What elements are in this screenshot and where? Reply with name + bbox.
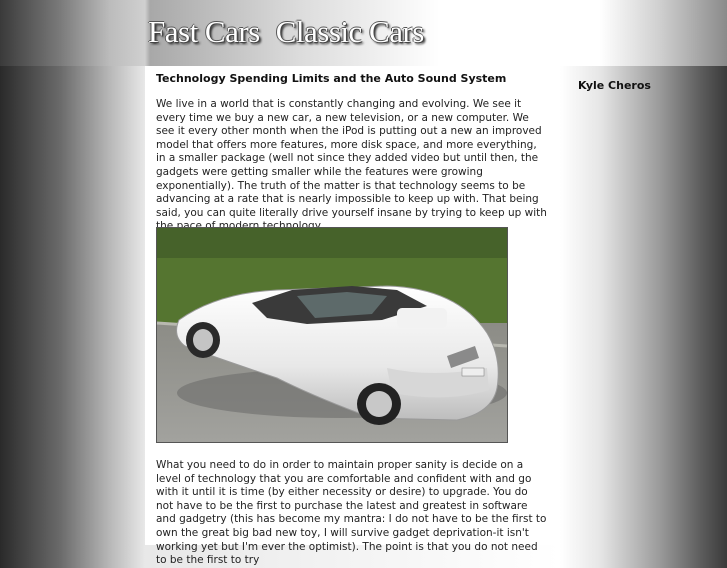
- post-title: Technology Spending Limits and the Auto Sound System: [156, 72, 507, 85]
- white-limousine-image: [157, 228, 507, 442]
- post-paragraph-1: We live in a world that is constantly changing and evolving. We see it every time we buy a new car, a new television, or a new computer. We see it every other month when the iPod is putting out a new an improved model that offers more features, more disk space, and more everything, in a smaller package (well not since they added video but until then, the gadgets were getting smaller while the features were growing exponentially). The truth of the matter is that technology seems to be advancing at a rate that is nearly impossible to keep up with. That being said, you can quite literally drive yourself insane by trying to keep up with: [156, 98, 547, 219]
- site-title: [148, 14, 440, 50]
- nav-link-fast-cars[interactable]: Fast Cars: [148, 14, 260, 49]
- post-paragraph-2: What you need to do in order to maintain proper sanity is decide on a level of technology that you are comfortable and confident with and go with it until it is time (by either necessity or desire) to upgrade. You do not have to be the first to purchase the latest and greatest in software and gadgetry (this has become my mantra: I do not have to be the first to own the great big bad new toy, I will survive gadget deprivation-it isn't working yet but I'm ever the optimist). The point is that you do not need to be the first to try: [156, 459, 547, 567]
- site-header: [0, 0, 727, 66]
- main-content: [145, 66, 556, 567]
- nav-link-classic-cars[interactable]: Classic Cars: [275, 14, 424, 49]
- sidebar-author-name: Kyle Cheros: [578, 79, 651, 92]
- car-photo: [156, 227, 508, 443]
- sidebar: [568, 66, 727, 545]
